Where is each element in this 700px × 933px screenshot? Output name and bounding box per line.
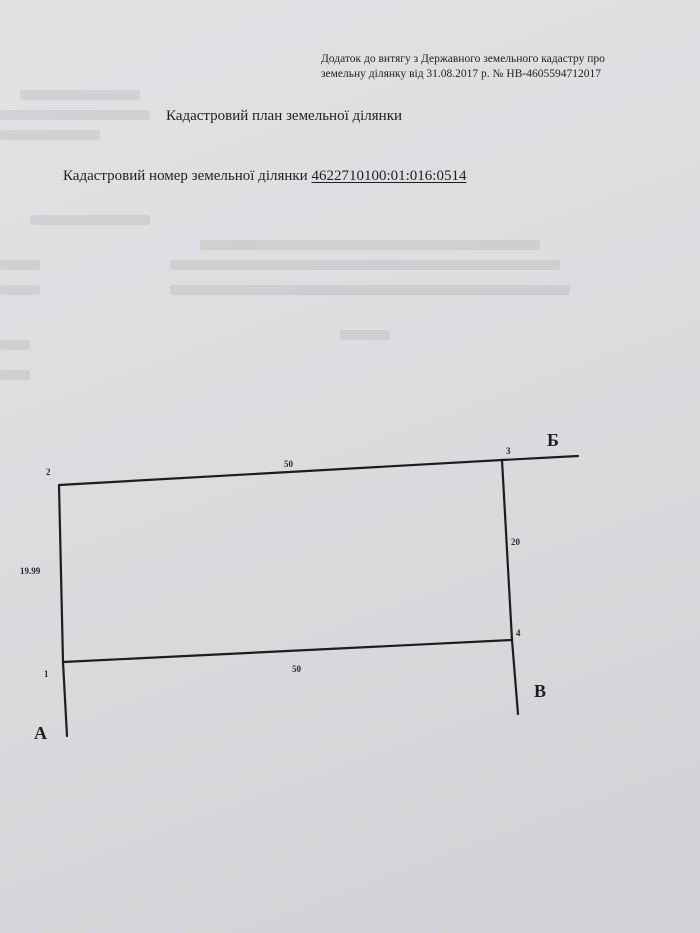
neighbor-line-b [502,456,578,460]
extract-note-line2: земельну ділянку від 31.08.2017 р. № НВ-4605594712017 [321,68,601,80]
cadastral-number-label: Кадастровий номер земельної ділянки [63,168,308,184]
page-title: Кадастровий план земельної ділянки [166,108,403,124]
neighbor-label-b: Б [547,430,559,450]
neighbor-line-a [63,662,67,736]
parcel-side-3-4 [502,460,512,640]
point-label-1: 1 [44,669,49,679]
side-length-1-2: 19.99 [20,566,41,576]
parcel-side-2-3 [59,460,502,485]
parcel-side-1-2 [59,485,63,662]
extract-note-line1: Додаток до витягу з Державного земельного кадастру про [321,53,605,65]
side-length-2-3: 50 [284,459,293,469]
side-length-3-4: 20 [511,537,520,547]
point-label-4: 4 [516,628,521,638]
cadastral-number-value: 4622710100:01:016:0514 [311,168,467,184]
point-label-3: 3 [506,446,511,456]
parcel-side-4-1 [63,640,512,662]
side-length-4-1: 50 [292,664,301,674]
neighbor-label-a: А [34,723,47,743]
point-label-2: 2 [46,467,51,477]
neighbor-line-v [512,640,518,714]
neighbor-label-v: В [534,681,547,701]
